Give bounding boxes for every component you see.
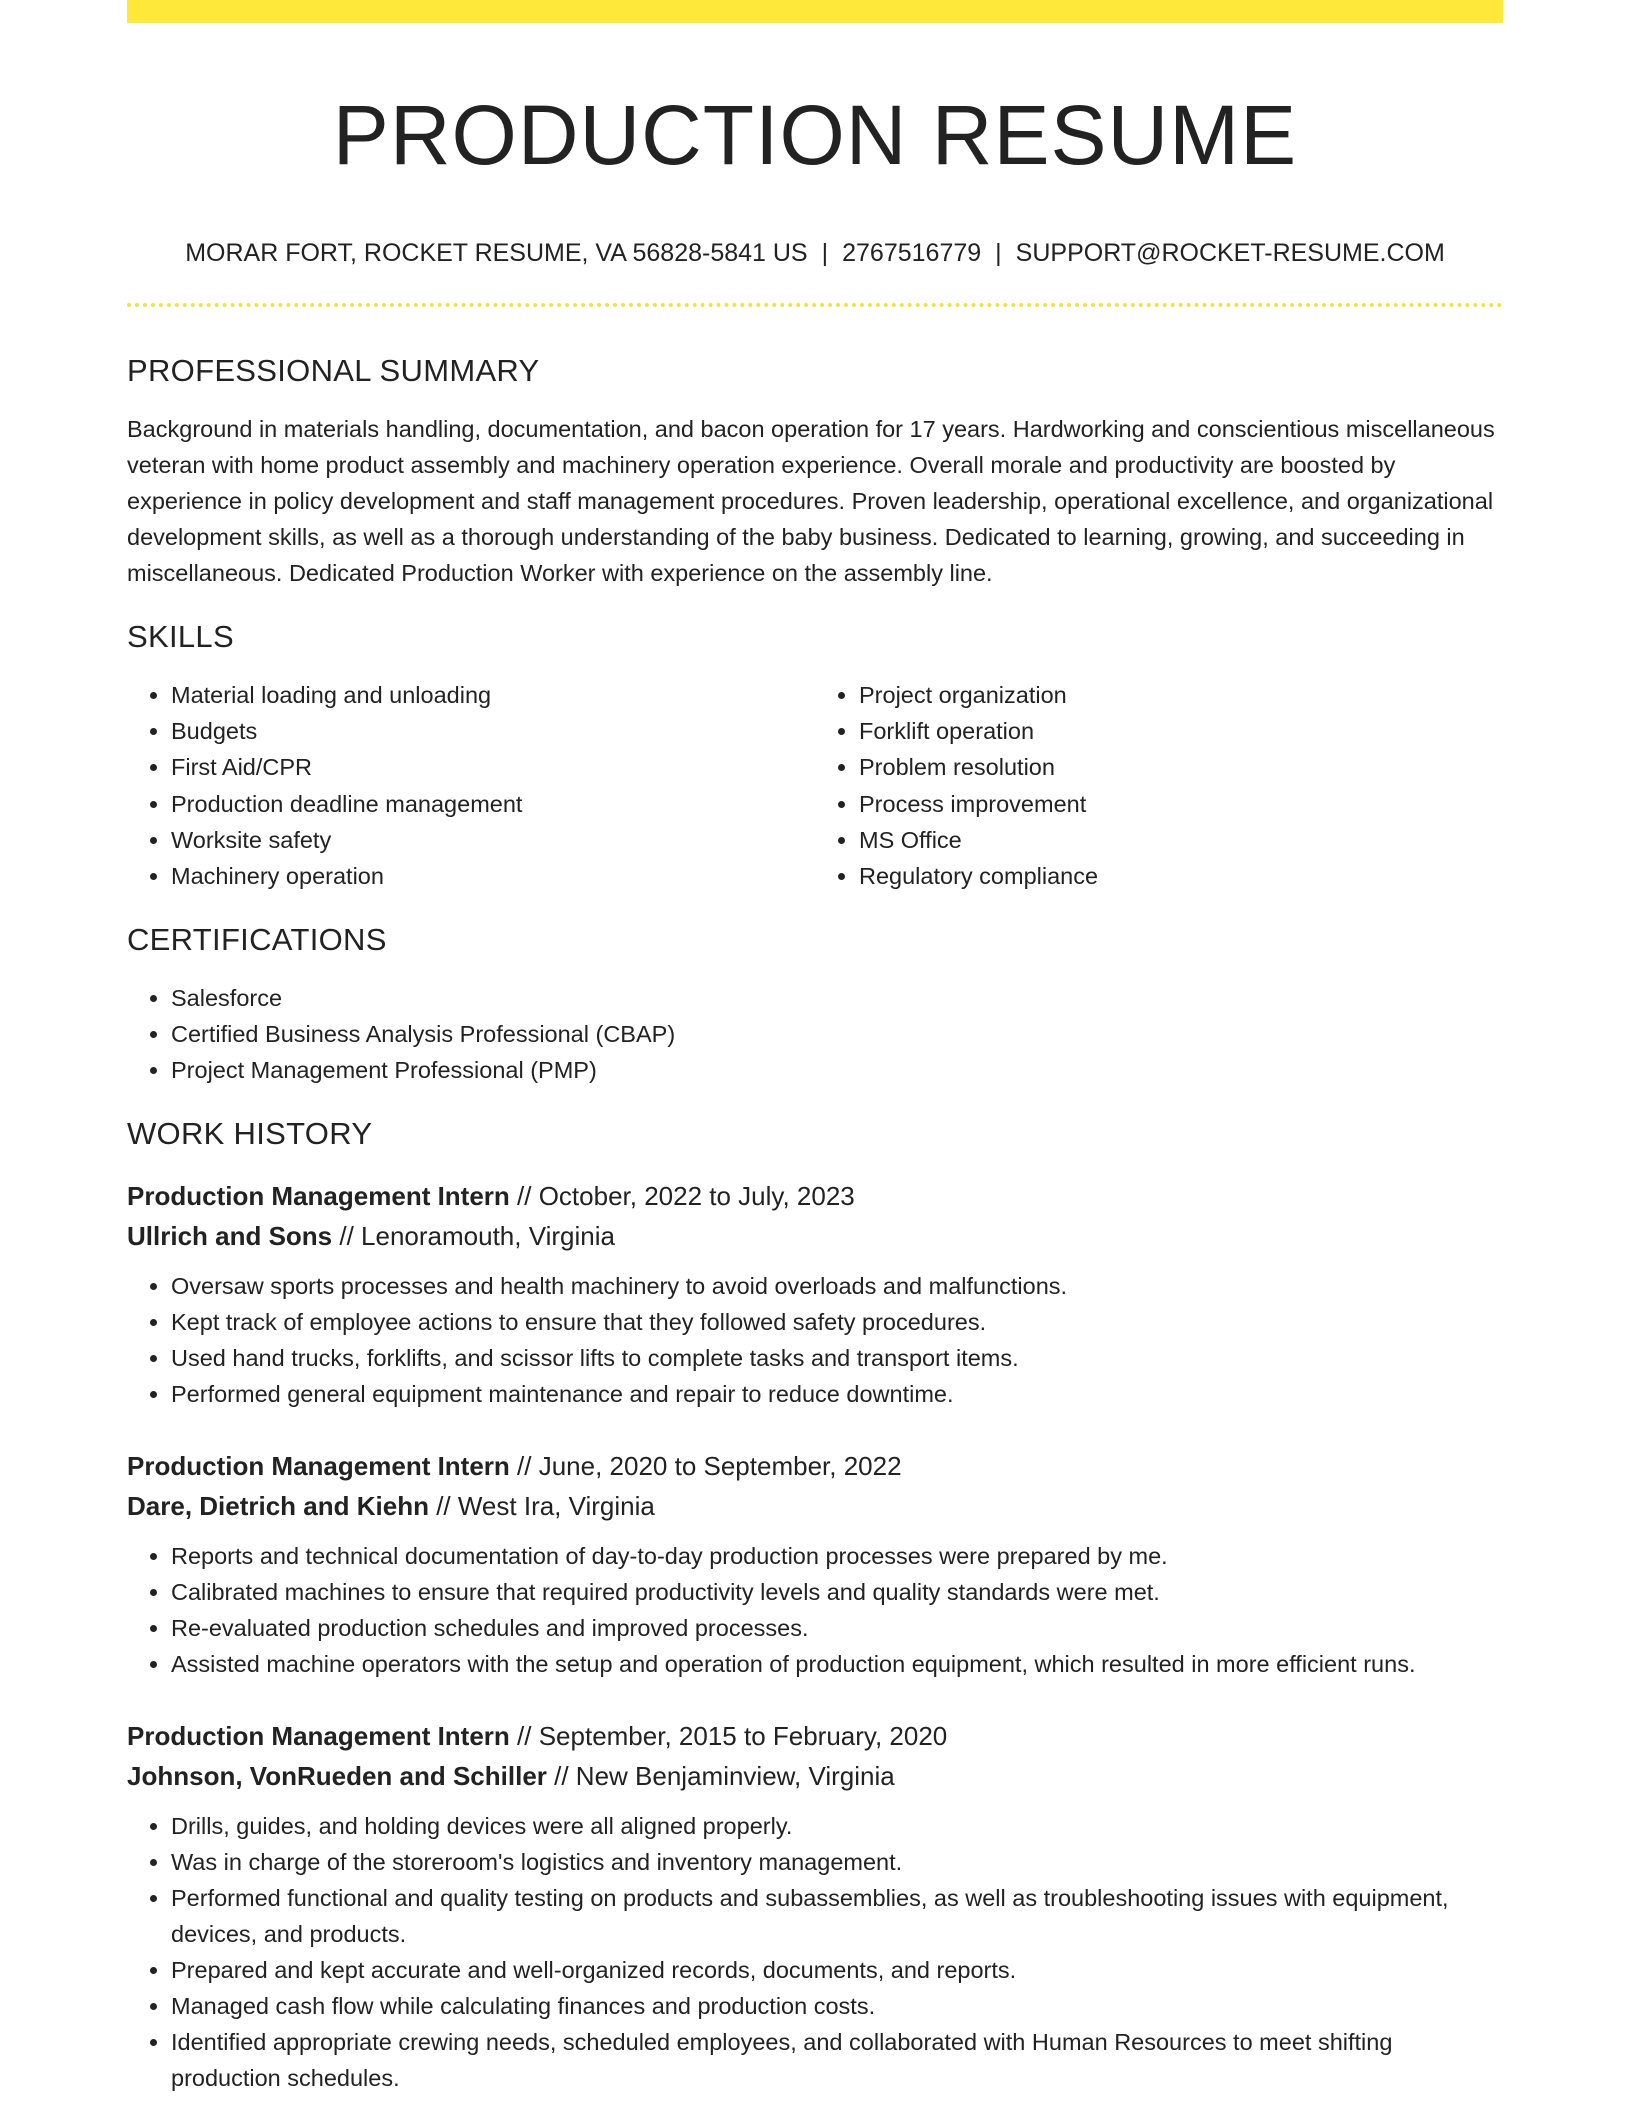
skill-item: • Worksite safety <box>171 822 815 858</box>
certifications-list <box>127 980 1503 1088</box>
job-bullet: • Calibrated machines to ensure that required productivity levels and quality standards were met. <box>171 1574 1503 1610</box>
work-history-section <box>127 1114 1503 2096</box>
job-bullet: • Reports and technical documentation of day-to-day production processes were prepared by me. <box>171 1538 1503 1574</box>
contact-line <box>127 237 1503 269</box>
summary-heading: PROFESSIONAL SUMMARY <box>127 353 540 388</box>
dotted-divider <box>127 303 1503 307</box>
job-bullets <box>127 1268 1503 1412</box>
job-title-line <box>127 1716 1503 1756</box>
job-bullet: • Re-evaluated production schedules and improved processes. <box>171 1610 1503 1646</box>
resume-title: PRODUCTION RESUME <box>332 88 1298 182</box>
certification-item: • Salesforce <box>171 980 1503 1016</box>
contact-separator: | <box>995 239 1002 267</box>
job-company: Ullrich and Sons <box>127 1221 333 1252</box>
job-dates: // October, 2022 to July, 2023 <box>509 1181 855 1212</box>
skill-item: • Problem resolution <box>859 749 1503 785</box>
contact-separator: | <box>821 239 829 267</box>
job-company: Johnson, VonRueden and Schiller <box>127 1761 547 1792</box>
skill-item: • Process improvement <box>859 786 1503 822</box>
skills-section <box>127 617 1503 894</box>
job-bullet: • Managed cash flow while calculating finances and production costs. <box>171 1988 1503 2024</box>
header-accent-bar <box>127 0 1503 23</box>
job-title-line <box>127 1446 1503 1486</box>
skills-list-left <box>127 677 815 894</box>
job-company-line <box>127 1756 1503 1796</box>
job-company-line <box>127 1216 1503 1256</box>
job-company: Dare, Dietrich and Kiehn <box>127 1491 429 1522</box>
job-bullet: • Identified appropriate crewing needs, scheduled employees, and collaborated with Human Resources to meet shifting production schedules. <box>171 2024 1503 2096</box>
summary-text: Background in materials handling, documentation, and bacon operation for 17 years. Hardworking and conscientious miscellaneous veteran with home product assembly and machinery operation experience. Overall morale and productivity are boosted by experience in policy development and staff management procedures. Proven leadership, operational excellence, and organizational development skills, as well as a thorough understanding of the baby business. Dedicated to learning, growing, and succeeding in miscellaneous. Dedicated Production Worker with experience on the assembly line. <box>127 416 1495 586</box>
job-title: Production Management Intern <box>127 1181 510 1212</box>
job-location: // West Ira, Virginia <box>428 1491 655 1522</box>
skill-item: • Project organization <box>859 677 1503 713</box>
job-company-line <box>127 1486 1503 1526</box>
skills-heading: SKILLS <box>127 619 234 654</box>
skill-item: • Material loading and unloading <box>171 677 815 713</box>
contact-address: MORAR FORT, ROCKET RESUME, VA 56828-5841 US <box>185 239 808 267</box>
job-bullet: • Oversaw sports processes and health machinery to avoid overloads and malfunctions. <box>171 1268 1503 1304</box>
job-bullet: • Was in charge of the storeroom's logistics and inventory management. <box>171 1844 1503 1880</box>
job-dates: // September, 2015 to February, 2020 <box>509 1721 948 1752</box>
job-entry <box>127 1446 1503 1682</box>
job-title-line <box>127 1176 1503 1216</box>
job-bullets <box>127 1808 1503 2096</box>
skill-item: • First Aid/CPR <box>171 749 815 785</box>
job-bullet: • Kept track of employee actions to ensure that they followed safety procedures. <box>171 1304 1503 1340</box>
certifications-heading: CERTIFICATIONS <box>127 922 387 958</box>
skill-item: • Regulatory compliance <box>859 858 1503 894</box>
skill-item: • Budgets <box>171 713 815 749</box>
job-location: // New Benjaminview, Virginia <box>546 1761 895 1792</box>
job-entry <box>127 1716 1503 2096</box>
certification-item: • Certified Business Analysis Professional (CBAP) <box>171 1016 1503 1052</box>
skill-item: • MS Office <box>859 822 1503 858</box>
job-bullet: • Performed general equipment maintenance and repair to reduce downtime. <box>171 1376 1503 1412</box>
job-dates: // June, 2020 to September, 2022 <box>509 1451 902 1482</box>
job-bullet: • Prepared and kept accurate and well-organized records, documents, and reports. <box>171 1952 1503 1988</box>
job-bullet: • Performed functional and quality testing on products and subassemblies, as well as troubleshooting issues with equipment, devices, and products. <box>171 1880 1503 1952</box>
job-bullet: • Drills, guides, and holding devices were all aligned properly. <box>171 1808 1503 1844</box>
skill-item: • Machinery operation <box>171 858 815 894</box>
skill-item: • Production deadline management <box>171 786 815 822</box>
job-location: // Lenoramouth, Virginia <box>332 1221 615 1252</box>
resume-page <box>127 23 1503 2096</box>
work-history-heading: WORK HISTORY <box>127 1116 373 1152</box>
summary-section <box>127 351 1503 591</box>
skill-item: • Forklift operation <box>859 713 1503 749</box>
job-entry <box>127 1176 1503 1412</box>
certification-item: • Project Management Professional (PMP) <box>171 1052 1503 1088</box>
job-title: Production Management Intern <box>127 1721 510 1752</box>
skills-list-right <box>815 677 1503 894</box>
job-bullet: • Assisted machine operators with the setup and operation of production equipment, which resulted in more efficient runs. <box>171 1646 1503 1682</box>
job-title: Production Management Intern <box>127 1451 510 1482</box>
contact-phone: 2767516779 <box>842 239 982 267</box>
certifications-section <box>127 920 1503 1088</box>
skills-columns <box>127 677 1503 894</box>
contact-email: SUPPORT@ROCKET-RESUME.COM <box>1015 239 1445 267</box>
job-bullets <box>127 1538 1503 1682</box>
job-bullet: • Used hand trucks, forklifts, and scissor lifts to complete tasks and transport items. <box>171 1340 1503 1376</box>
